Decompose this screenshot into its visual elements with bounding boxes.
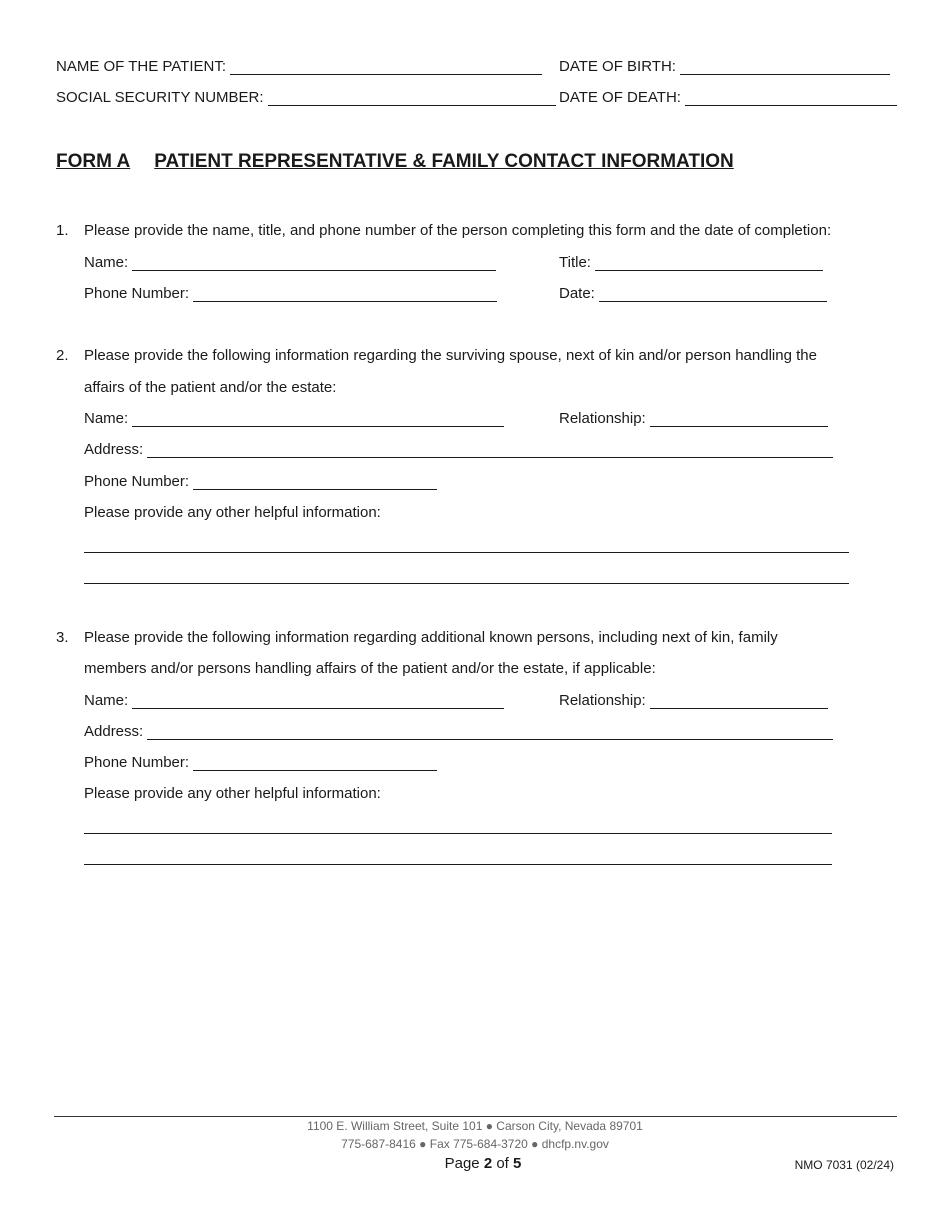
date-of-birth-label: DATE OF BIRTH: [559,58,676,75]
date-of-death-label: DATE OF DEATH: [559,89,681,106]
q1-name-input[interactable] [132,256,496,271]
q1-name-field [84,254,496,271]
form-code: FORM A [56,151,131,172]
ssn-label: SOCIAL SECURITY NUMBER: [56,89,264,106]
q1-name-label: Name: [84,254,129,271]
patient-name-input[interactable] [230,60,542,75]
q3-phone-input[interactable] [193,756,437,771]
q2-phone-label: Phone Number: [84,473,190,490]
q2-text-line2: affairs of the patient and/or the estate: [84,379,337,396]
q2-relationship-label: Relationship: [559,410,646,427]
q2-other-info-line-2[interactable] [84,583,849,584]
q1-title-input[interactable] [595,256,823,271]
footer-address: 1100 E. William Street, Suite 101 ● Carson City, Nevada 89701 [307,1119,643,1133]
q3-text-line1: Please provide the following information regarding additional known persons, including next of kin, family [84,629,778,646]
form-title [56,151,734,173]
q3-name-field [84,692,504,709]
page-total: 5 [513,1155,522,1172]
footer-divider [54,1116,897,1117]
q2-relationship-input[interactable] [650,412,828,427]
patient-name-label: NAME OF THE PATIENT: [56,58,227,75]
q2-name-input[interactable] [132,412,504,427]
q3-other-info-line-2[interactable] [84,864,832,865]
q1-text: Please provide the name, title, and phone number of the person completing this form and the date of completion: [84,222,832,239]
ssn-field [56,89,556,106]
q1-phone-label: Phone Number: [84,285,190,302]
q3-relationship-field [559,692,828,709]
date-of-birth-field [559,58,890,75]
ssn-input[interactable] [268,91,556,106]
q2-number: 2. [56,347,69,364]
q3-other-info-label: Please provide any other helpful information: [84,785,381,802]
q3-name-label: Name: [84,692,129,709]
q3-text-line2: members and/or persons handling affairs of the patient and/or the estate, if applicable: [84,660,656,677]
footer-contact: 775-687-8416 ● Fax 775-684-3720 ● dhcfp.nv.gov [341,1137,609,1151]
date-of-birth-input[interactable] [680,60,890,75]
q2-relationship-field [559,410,828,427]
q2-phone-input[interactable] [193,475,437,490]
q1-title-label: Title: [559,254,591,271]
q3-phone-label: Phone Number: [84,754,190,771]
q2-name-label: Name: [84,410,129,427]
q2-address-field [84,441,833,458]
page-word: Page [444,1155,480,1172]
q1-phone-field [84,285,497,302]
q2-name-field [84,410,504,427]
q1-date-label: Date: [559,285,595,302]
q3-number: 3. [56,629,69,646]
form-number: NMO 7031 (02/24) [794,1158,894,1172]
q2-other-info-line-1[interactable] [84,552,849,553]
q2-address-input[interactable] [147,443,833,458]
q2-address-label: Address: [84,441,144,458]
q1-date-field [559,285,827,302]
page-current: 2 [483,1155,493,1172]
q3-address-label: Address: [84,723,144,740]
q3-relationship-input[interactable] [650,694,828,709]
date-of-death-input[interactable] [685,91,897,106]
q1-date-input[interactable] [599,287,827,302]
q3-other-info-line-1[interactable] [84,833,832,834]
q2-other-info-label: Please provide any other helpful information: [84,504,381,521]
q1-phone-input[interactable] [193,287,497,302]
q2-text-line1: Please provide the following information regarding the surviving spouse, next of kin and/or person handling the [84,347,817,364]
q1-title-field [559,254,823,271]
q3-name-input[interactable] [132,694,504,709]
q3-address-input[interactable] [147,725,833,740]
form-heading: PATIENT REPRESENTATIVE & FAMILY CONTACT INFORMATION [154,151,734,172]
q2-phone-field [84,473,437,490]
q1-number: 1. [56,222,69,239]
q3-address-field [84,723,833,740]
page-of: of [496,1155,509,1172]
q3-relationship-label: Relationship: [559,692,646,709]
patient-name-field [56,58,542,75]
q3-phone-field [84,754,437,771]
date-of-death-field [559,89,897,106]
